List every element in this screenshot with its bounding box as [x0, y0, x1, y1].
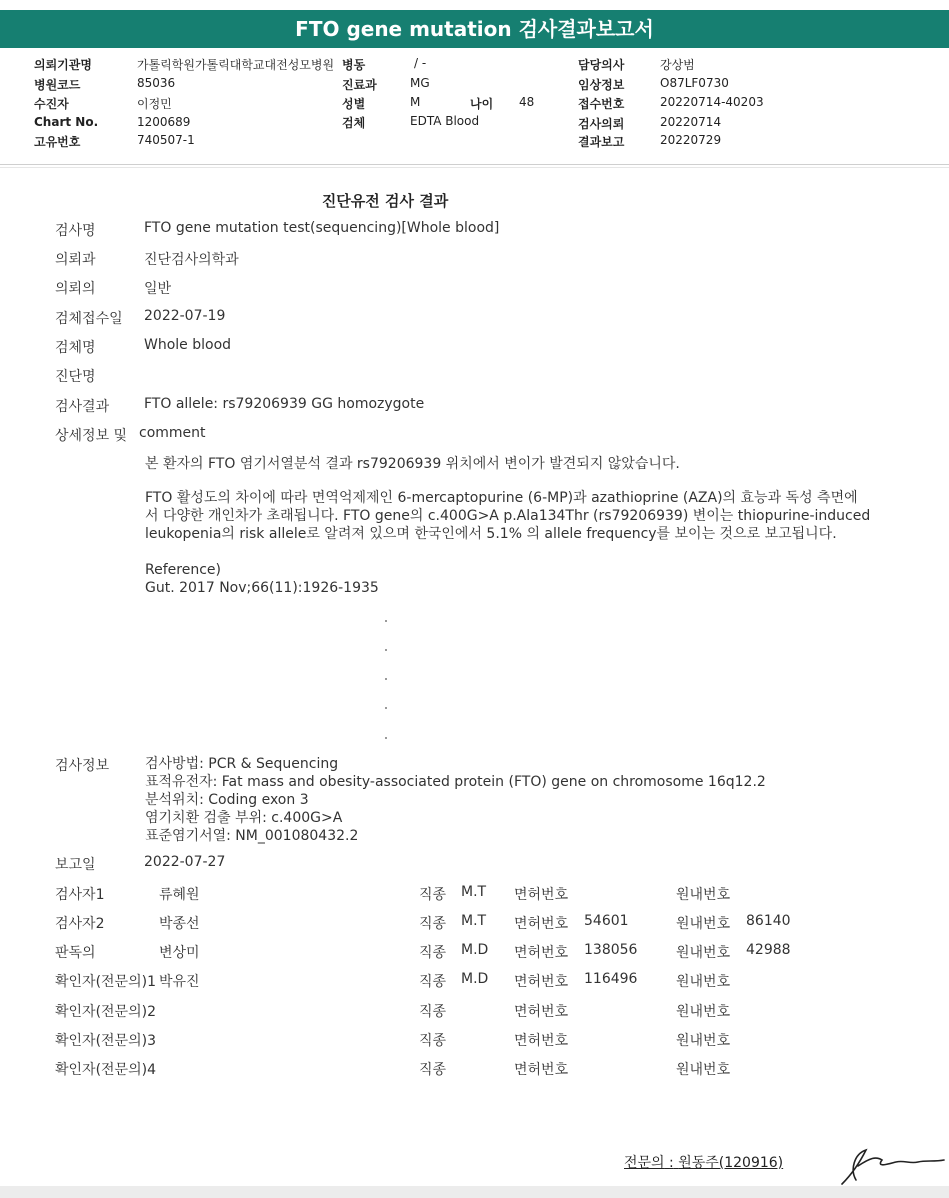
field-value: 2022-07-19	[144, 308, 226, 324]
staff-internal-label: 원내번호	[676, 945, 731, 961]
staff-name: 류혜원	[159, 887, 200, 903]
section-title: 진단유전 검사 결과	[321, 192, 449, 210]
staff-job-label: 직종	[419, 1033, 447, 1049]
test-info-label: 검사정보	[55, 758, 110, 774]
field-value: 진단검사의학과	[144, 252, 239, 268]
staff-license: 138056	[584, 942, 638, 958]
header-label: 담당의사	[578, 58, 625, 72]
field-label: 의뢰과	[55, 252, 96, 268]
header-value: 85036	[137, 76, 176, 90]
staff-internal-label: 원내번호	[676, 1033, 731, 1049]
specimen-label: 검체	[342, 116, 366, 130]
dot-marker	[385, 678, 387, 680]
staff-internal-label: 원내번호	[676, 887, 731, 903]
staff-role: 확인자(전문의)4	[55, 1062, 156, 1078]
header-label: 수진자	[34, 97, 69, 111]
ward-label: 병동	[342, 58, 366, 72]
field-label: 검체접수일	[55, 311, 123, 327]
staff-job: M.D	[461, 971, 489, 987]
comment-line: leukopenia의 risk allele로 알려져 있으며 한국인에서 5.1% 의 allele frequency를 보이는 것으로 보고됩니다.	[145, 526, 837, 542]
specialist-signature-line	[624, 1152, 783, 1172]
report-date-label: 보고일	[55, 857, 96, 873]
specimen-value: EDTA Blood	[410, 114, 480, 128]
staff-license-label: 면허번호	[514, 1033, 569, 1049]
field-value: FTO gene mutation test(sequencing)[Whole blood]	[144, 220, 500, 236]
staff-job: M.D	[461, 942, 489, 958]
staff-internal: 86140	[746, 913, 791, 929]
specialist-separator: :	[669, 1155, 674, 1171]
sex-label: 성별	[342, 97, 366, 111]
dot-marker	[385, 707, 387, 709]
field-label: 진단명	[55, 369, 96, 385]
header-label: 접수번호	[578, 97, 625, 111]
header-value: 강상범	[660, 58, 695, 72]
staff-role: 검사자1	[55, 887, 105, 903]
staff-internal-label: 원내번호	[676, 1004, 731, 1020]
staff-name: 변상미	[159, 945, 200, 961]
dot-marker	[385, 737, 387, 739]
detail-label: 상세정보 및	[55, 428, 128, 444]
header-value: 20220729	[660, 133, 722, 147]
staff-license: 116496	[584, 971, 638, 987]
staff-role: 확인자(전문의)2	[55, 1004, 156, 1020]
field-label: 검사결과	[55, 399, 110, 415]
header-value: O87LF0730	[660, 76, 729, 90]
dot-marker	[385, 649, 387, 651]
specialist-label: 전문의	[624, 1155, 665, 1171]
report-date-value: 2022-07-27	[144, 854, 226, 870]
staff-job-label: 직종	[419, 945, 447, 961]
staff-license-label: 면허번호	[514, 1004, 569, 1020]
staff-license-label: 면허번호	[514, 1062, 569, 1078]
header-label: 검사의뢰	[578, 117, 625, 131]
staff-license-label: 면허번호	[514, 945, 569, 961]
header-label: 임상정보	[578, 78, 625, 92]
staff-license-label: 면허번호	[514, 916, 569, 932]
staff-role: 검사자2	[55, 916, 105, 932]
header-value: 20220714	[660, 115, 722, 129]
field-label: 검사명	[55, 223, 96, 239]
header-divider	[0, 164, 949, 165]
header-label: Chart No.	[34, 115, 99, 129]
dot-marker	[385, 620, 387, 622]
header-label: 결과보고	[578, 135, 625, 149]
test-info-line: 분석위치: Coding exon 3	[145, 792, 309, 808]
header-divider	[0, 167, 949, 168]
staff-job: M.T	[461, 884, 487, 900]
staff-internal-label: 원내번호	[676, 1062, 731, 1078]
header-value: 20220714-40203	[660, 95, 764, 109]
staff-role: 확인자(전문의)3	[55, 1033, 156, 1049]
staff-job: M.T	[461, 913, 487, 929]
staff-license-label: 면허번호	[514, 887, 569, 903]
age-label: 나이	[470, 97, 494, 111]
staff-internal-label: 원내번호	[676, 974, 731, 990]
test-info-line: 염기치환 검출 부위: c.400G>A	[145, 810, 343, 826]
dept-value: MG	[410, 76, 430, 90]
report-title-banner: FTO gene mutation 검사결과보고서	[0, 10, 949, 48]
staff-name: 박종선	[159, 916, 200, 932]
staff-role: 확인자(전문의)1	[55, 974, 156, 990]
dept-label: 진료과	[342, 78, 377, 92]
footer-bar	[0, 1186, 949, 1198]
test-info-line: 표적유전자: Fat mass and obesity-associated protein (FTO) gene on chromosome 16q12.2	[145, 774, 766, 790]
field-label: 검체명	[55, 340, 96, 356]
field-value: Whole blood	[144, 337, 232, 353]
staff-role: 판독의	[55, 945, 96, 961]
staff-job-label: 직종	[419, 1062, 447, 1078]
header-value: 1200689	[137, 115, 191, 129]
field-value: FTO allele: rs79206939 GG homozygote	[144, 396, 425, 412]
staff-job-label: 직종	[419, 916, 447, 932]
reference-citation: Gut. 2017 Nov;66(11):1926-1935	[145, 580, 379, 596]
detail-comment-label: comment	[139, 425, 206, 441]
reference-title: Reference)	[145, 562, 221, 578]
header-value: 가톨릭학원가톨릭대학교대전성모병원	[137, 58, 335, 72]
field-label: 의뢰의	[55, 281, 96, 297]
staff-license: 54601	[584, 913, 629, 929]
test-info-line: 검사방법: PCR & Sequencing	[145, 756, 339, 772]
test-info-line: 표준염기서열: NM_001080432.2	[145, 828, 359, 844]
header-value: 740507-1	[137, 133, 195, 147]
field-value: 일반	[144, 281, 172, 297]
ward-value: / -	[414, 56, 427, 70]
comment-line: 서 다양한 개인차가 초래됩니다. FTO gene의 c.400G>A p.Ala134Thr (rs79206939) 변이는 thiopurine-induced	[145, 508, 871, 524]
handwritten-signature	[836, 1140, 946, 1190]
specialist-value: 원동주(120916)	[678, 1155, 784, 1171]
staff-internal: 42988	[746, 942, 791, 958]
header-label: 병원코드	[34, 78, 81, 92]
header-label: 고유번호	[34, 135, 81, 149]
header-value: 이정민	[137, 97, 172, 111]
header-label: 의뢰기관명	[34, 58, 92, 72]
sex-value: M	[410, 95, 421, 109]
staff-job-label: 직종	[419, 1004, 447, 1020]
staff-license-label: 면허번호	[514, 974, 569, 990]
staff-name: 박유진	[159, 974, 200, 990]
age-value: 48	[519, 95, 535, 109]
comment-line: FTO 활성도의 차이에 따라 면역억제제인 6-mercaptopurine (6-MP)과 azathioprine (AZA)의 효능과 독성 측면에	[145, 490, 858, 506]
staff-job-label: 직종	[419, 887, 447, 903]
staff-internal-label: 원내번호	[676, 916, 731, 932]
comment-paragraph: 본 환자의 FTO 염기서열분석 결과 rs79206939 위치에서 변이가 발견되지 않았습니다.	[145, 456, 680, 472]
staff-job-label: 직종	[419, 974, 447, 990]
